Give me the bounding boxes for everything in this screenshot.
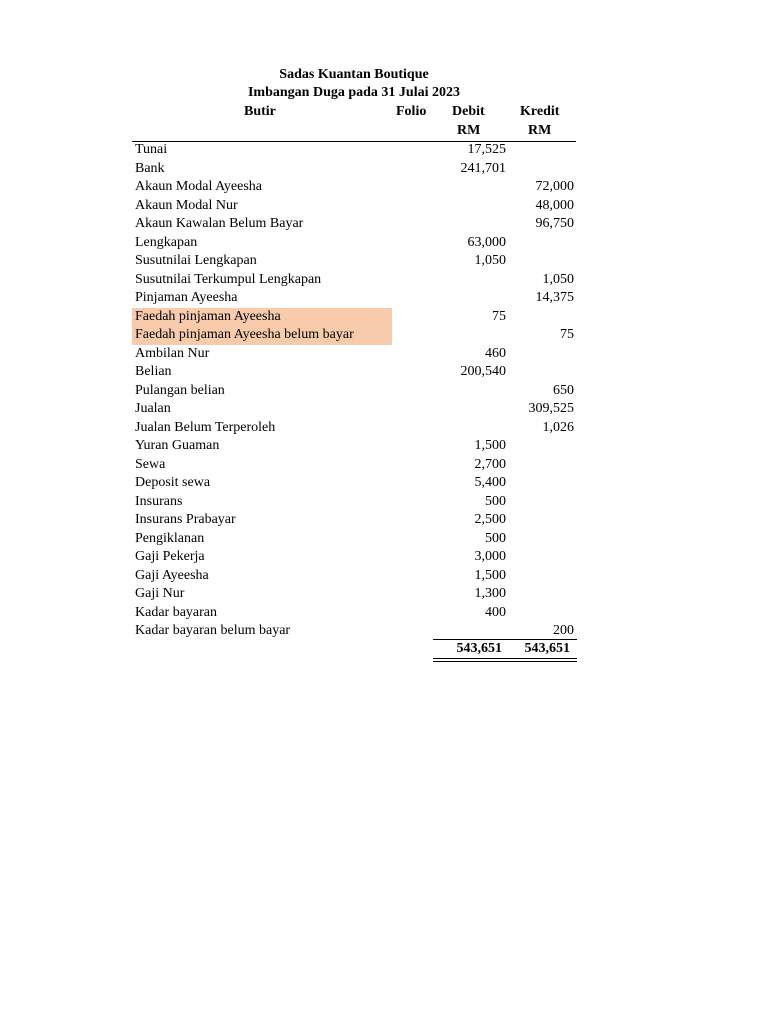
total-credit: 543,651 xyxy=(524,641,570,656)
table-row xyxy=(132,493,578,512)
credit-amount: 96,750 xyxy=(535,216,574,231)
statement-title: Imbangan Duga pada 31 Julai 2023 xyxy=(247,85,460,100)
column-unit-row xyxy=(132,121,578,140)
total-debit: 543,651 xyxy=(456,641,502,656)
table-row xyxy=(132,400,578,419)
company-title: Sadas Kuantan Boutique xyxy=(279,67,429,82)
credit-amount: 200 xyxy=(553,623,574,638)
account-name: Faedah pinjaman Ayeesha belum bayar xyxy=(135,327,354,342)
account-name: Jualan Belum Terperoleh xyxy=(135,419,276,435)
table-row xyxy=(132,530,578,549)
debit-amount: 1,500 xyxy=(474,567,506,583)
table-row xyxy=(132,604,578,623)
account-name: Sewa xyxy=(135,456,166,472)
account-name: Susutnilai Lengkapan xyxy=(135,253,257,268)
account-name: Faedah pinjaman Ayeesha xyxy=(135,308,281,324)
account-name: Akaun Modal Nur xyxy=(135,197,238,213)
credit-amount: 650 xyxy=(553,382,574,398)
account-name: Jualan xyxy=(135,401,171,416)
account-name: Insurans Prabayar xyxy=(135,512,236,527)
debit-unit-label: RM xyxy=(457,123,481,138)
debit-amount: 500 xyxy=(485,530,506,546)
debit-amount: 200,540 xyxy=(460,364,506,379)
account-rows xyxy=(132,141,578,641)
table-row xyxy=(132,308,578,327)
account-name: Deposit sewa xyxy=(135,475,211,490)
debit-amount: 63,000 xyxy=(467,234,506,250)
debit-amount: 75 xyxy=(492,308,506,324)
credit-amount: 72,000 xyxy=(535,179,574,194)
table-row xyxy=(132,326,578,345)
trial-balance-sheet xyxy=(132,66,578,656)
table-row xyxy=(132,622,578,641)
account-name: Gaji Nur xyxy=(135,586,185,601)
account-name: Yuran Guaman xyxy=(135,438,220,453)
table-row xyxy=(132,437,578,456)
table-row xyxy=(132,234,578,253)
table-row xyxy=(132,289,578,308)
debit-amount: 241,701 xyxy=(460,160,506,176)
credit-amount: 309,525 xyxy=(528,401,574,416)
table-row xyxy=(132,419,578,438)
debit-amount: 2,700 xyxy=(474,456,506,472)
debit-amount: 400 xyxy=(485,604,506,620)
table-row xyxy=(132,363,578,382)
table-row xyxy=(132,474,578,493)
account-name: Akaun Modal Ayeesha xyxy=(135,179,263,194)
account-name: Pulangan belian xyxy=(135,382,225,398)
debit-amount: 460 xyxy=(485,345,506,361)
debit-amount: 1,300 xyxy=(474,586,506,601)
totals-row xyxy=(132,639,578,661)
total-top-rule xyxy=(433,639,577,640)
table-row xyxy=(132,178,578,197)
account-name: Lengkapan xyxy=(135,234,198,250)
account-name: Ambilan Nur xyxy=(135,345,210,361)
account-name: Kadar bayaran xyxy=(135,604,218,620)
table-row xyxy=(132,548,578,567)
debit-amount: 3,000 xyxy=(474,549,506,564)
table-row xyxy=(132,197,578,216)
debit-amount: 5,400 xyxy=(474,475,506,490)
column-header-folio: Folio xyxy=(396,104,427,119)
debit-amount: 500 xyxy=(485,493,506,509)
account-name: Pengiklanan xyxy=(135,530,205,546)
column-header-credit: Kredit xyxy=(520,104,560,119)
credit-unit-label: RM xyxy=(528,123,552,138)
account-name: Insurans xyxy=(135,493,183,509)
table-row xyxy=(132,585,578,604)
column-header-row xyxy=(132,102,578,121)
total-double-rule-1 xyxy=(433,658,577,659)
credit-amount: 1,050 xyxy=(542,271,574,287)
credit-amount: 14,375 xyxy=(535,290,574,305)
table-row xyxy=(132,141,578,160)
account-name: Bank xyxy=(135,160,165,176)
credit-amount: 1,026 xyxy=(542,419,574,435)
credit-amount: 48,000 xyxy=(535,197,574,213)
total-double-rule-2 xyxy=(433,661,577,662)
account-name: Tunai xyxy=(135,142,168,157)
account-name: Akaun Kawalan Belum Bayar xyxy=(135,216,304,231)
table-row xyxy=(132,271,578,290)
table-row xyxy=(132,252,578,271)
table-row xyxy=(132,215,578,234)
debit-amount: 17,525 xyxy=(467,142,506,157)
debit-amount: 1,500 xyxy=(474,438,506,453)
table-row xyxy=(132,511,578,530)
table-row xyxy=(132,567,578,586)
debit-amount: 1,050 xyxy=(474,253,506,268)
credit-amount: 75 xyxy=(560,327,574,342)
table-row xyxy=(132,345,578,364)
table-row xyxy=(132,456,578,475)
account-name: Kadar bayaran belum bayar xyxy=(135,623,291,638)
table-row xyxy=(132,382,578,401)
account-name: Gaji Pekerja xyxy=(135,549,205,564)
table-row xyxy=(132,160,578,179)
column-header-item: Butir xyxy=(244,104,276,119)
debit-amount: 2,500 xyxy=(474,512,506,527)
account-name: Pinjaman Ayeesha xyxy=(135,290,238,305)
account-name: Belian xyxy=(135,364,172,379)
column-header-debit: Debit xyxy=(452,104,485,119)
account-name: Susutnilai Terkumpul Lengkapan xyxy=(135,271,322,287)
account-name: Gaji Ayeesha xyxy=(135,567,209,583)
